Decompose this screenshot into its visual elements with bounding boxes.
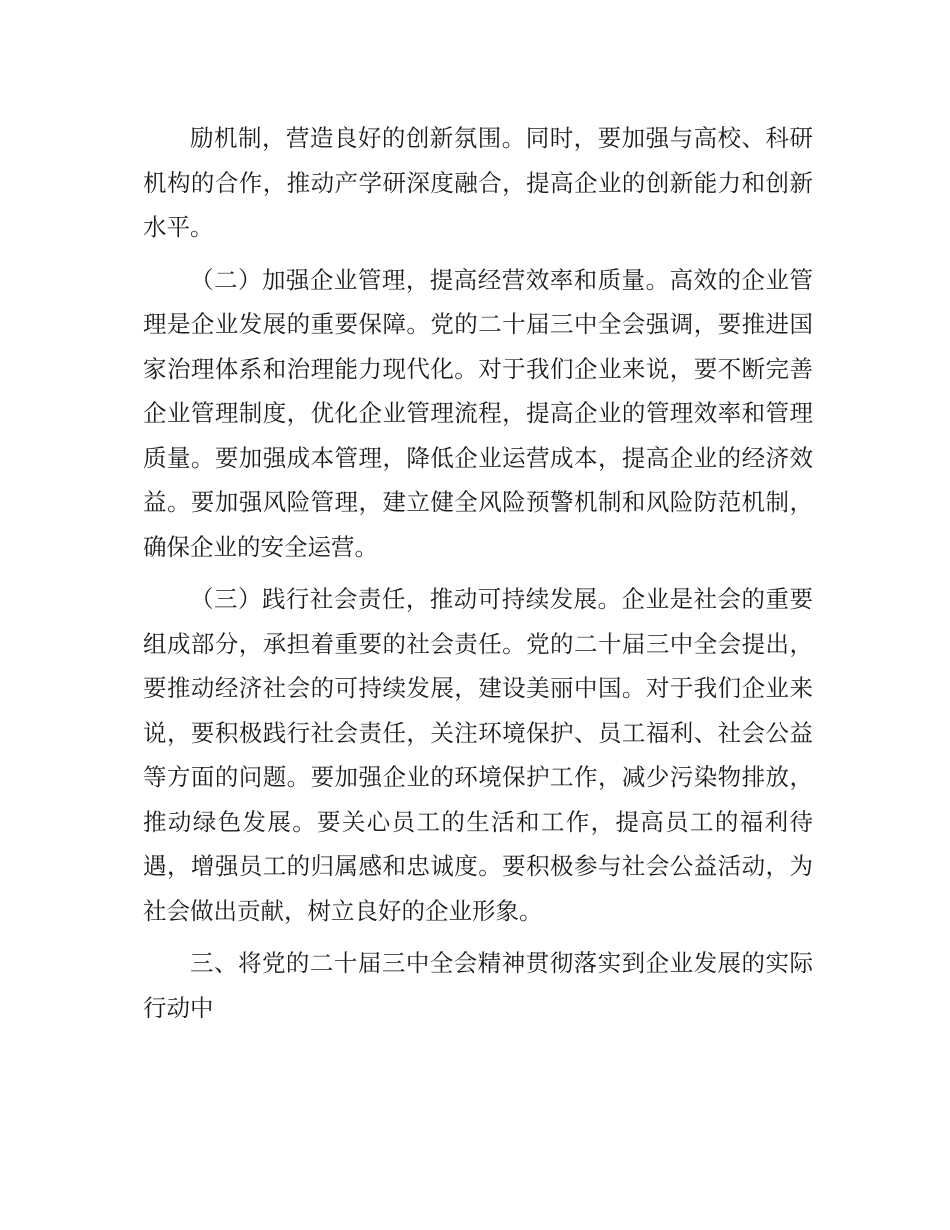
document-body	[143, 116, 813, 1038]
section-heading-three: 三、将党的二十届三中全会精神贯彻落实到企业发展的实际行动中	[143, 949, 813, 1022]
paragraph-section-3-social-responsibility: （三）践行社会责任，推动可持续发展。企业是社会的重要组成部分，承担着重要的社会责任。党的二十届三中全会提出，要推动经济社会的可持续发展，建设美丽中国。对于我们企业来说，要积极践行社会责任，关注环境保护、员工福利、社会公益等方面的问题。要加强企业的环境保护工作，减少污染物排放，推动绿色发展。要关心员工的生活和工作，提高员工的福利待遇，增强员工的归属感和忠诚度。要积极参与社会公益活动，为社会做出贡献，树立良好的企业形象。	[143, 585, 813, 925]
paragraph-innovation-continued: 励机制，营造良好的创新氛围。同时，要加强与高校、科研机构的合作，推动产学研深度融合，提高企业的创新能力和创新水平。	[143, 124, 813, 241]
paragraph-section-2-management: （二）加强企业管理，提高经营效率和质量。高效的企业管理是企业发展的重要保障。党的二十届三中全会强调，要推进国家治理体系和治理能力现代化。对于我们企业来说，要不断完善企业管理制度，优化企业管理流程，提高企业的管理效率和管理质量。要加强成本管理，降低企业运营成本，提高企业的经济效益。要加强风险管理，建立健全风险预警机制和风险防范机制，确保企业的安全运营。	[143, 265, 813, 561]
